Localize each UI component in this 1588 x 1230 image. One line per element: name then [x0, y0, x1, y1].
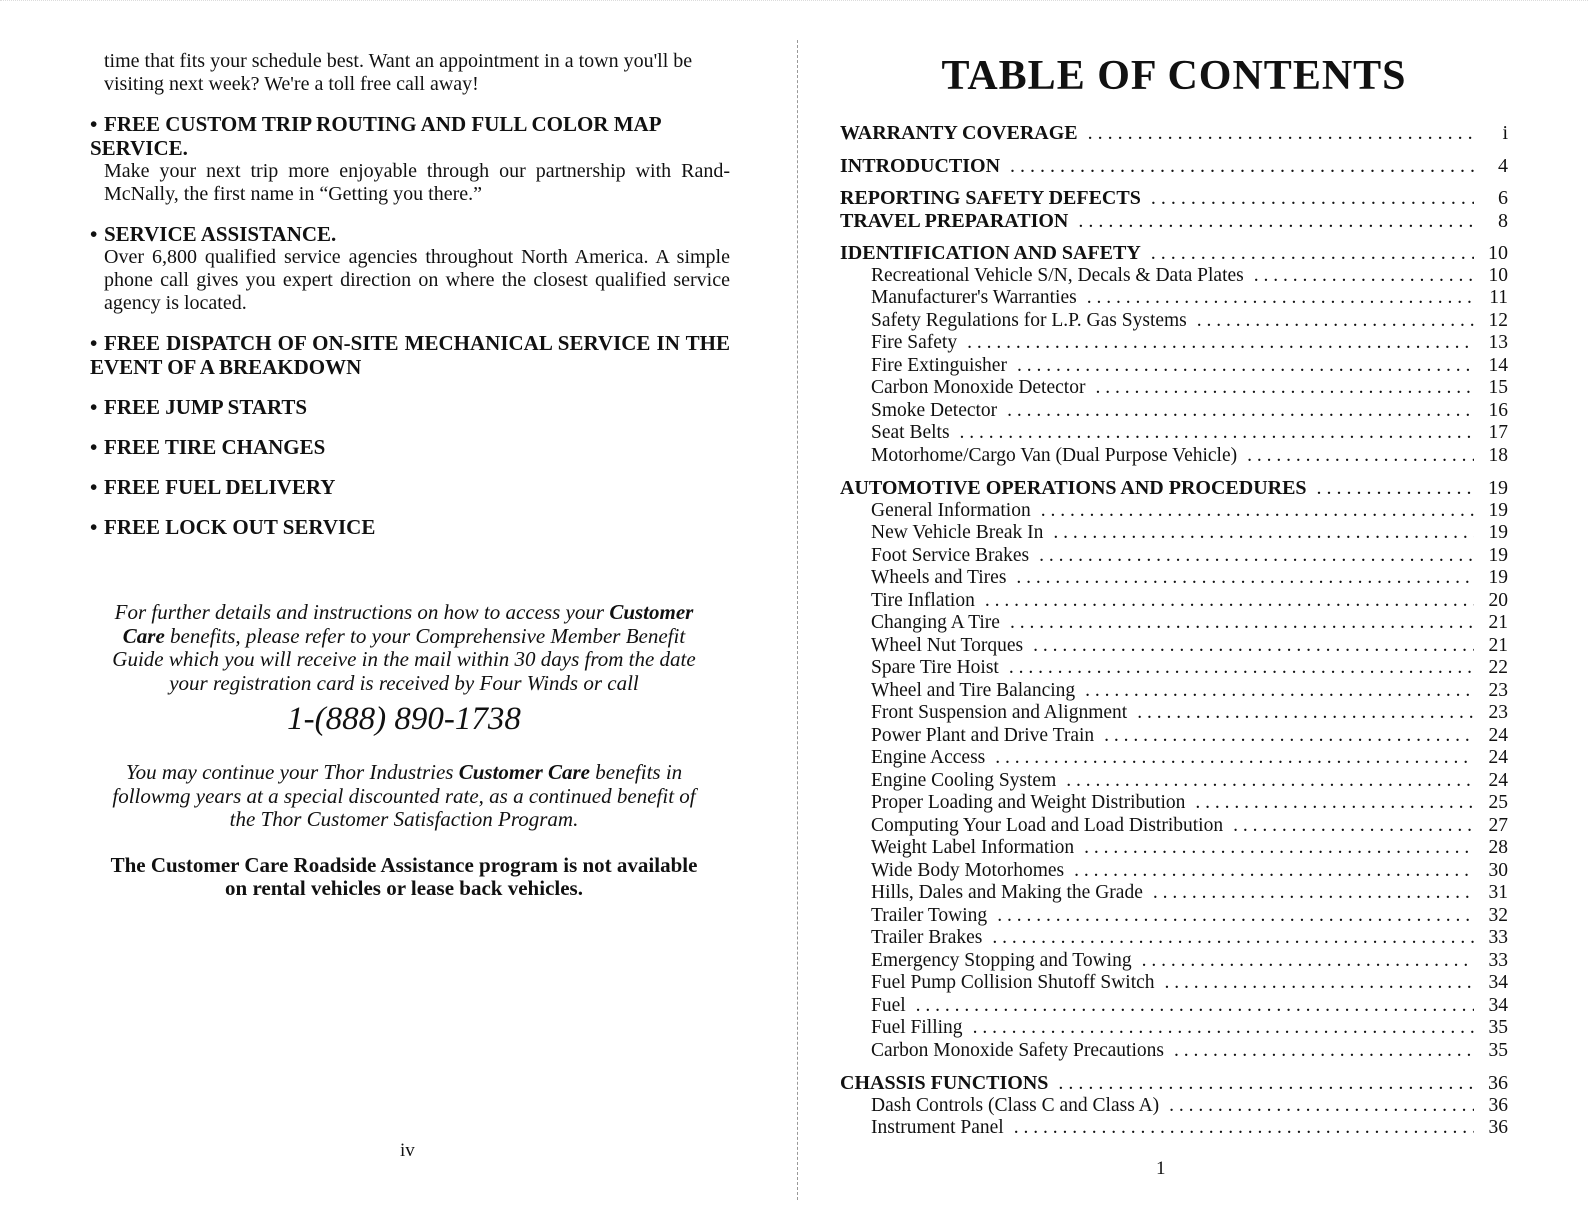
toc-leader-dots [1039, 545, 1474, 568]
toc-page-number: 34 [1488, 994, 1508, 1016]
toc-leader-dots [1153, 882, 1474, 905]
benefit-title-text: FREE LOCK OUT SERVICE [104, 515, 376, 539]
toc-entry-label: Fuel Filling [871, 1017, 963, 1038]
toc-leader-dots [1169, 1095, 1474, 1118]
toc-entry-label: Fire Safety [871, 332, 958, 353]
toc-page-number: 18 [1488, 444, 1508, 466]
toc-page-number: 10 [1488, 264, 1508, 286]
toc-section [840, 477, 1508, 1062]
toc-entry-label: Wheel Nut Torques [871, 634, 1024, 656]
toc-section [840, 1072, 1508, 1140]
toc-entry [840, 567, 1508, 590]
details-text-bold: Customer Care [122, 600, 694, 648]
toc-entry-label: Instrument Panel [871, 1117, 1004, 1138]
toc-leader-dots [1104, 725, 1474, 748]
toc-entry [840, 792, 1508, 815]
toc-leader-dots [1317, 477, 1474, 500]
toc-page-number: 8 [1498, 209, 1508, 232]
toc-leader-dots [967, 332, 1474, 355]
toc-entry [840, 725, 1508, 748]
toc-entry [840, 882, 1508, 905]
toc-entry [840, 355, 1508, 378]
toc-page-number: 36 [1488, 1117, 1508, 1138]
toc-entry [840, 702, 1508, 725]
toc-leader-dots [1197, 310, 1474, 333]
toc-page-number: i [1502, 122, 1508, 144]
toc-entry-label: Safety Regulations for L.P. Gas Systems [871, 309, 1187, 331]
toc-page-number: 22 [1488, 657, 1508, 678]
toc-page-number: 6 [1498, 187, 1508, 209]
toc-entry [840, 1117, 1508, 1140]
toc-entry [840, 770, 1508, 793]
toc-entry [840, 265, 1508, 288]
benefit-item [90, 222, 730, 315]
toc-leader-dots [960, 422, 1474, 445]
toc-leader-dots [1142, 950, 1474, 973]
toc-leader-dots [1007, 400, 1474, 423]
continue-text-part2: benefits in followmg years at a special discounted rate, as a continued benefit of the Thor Customer Satisfaction Program. [112, 760, 696, 831]
toc-entry-label: Power Plant and Drive Train [871, 724, 1095, 746]
toc-section [840, 187, 1508, 210]
toc-entry [840, 1017, 1508, 1040]
toc-page-number: 33 [1488, 949, 1508, 971]
toc-leader-dots [1165, 972, 1474, 995]
toc-page-number: 31 [1488, 882, 1508, 903]
benefit-title-text: FREE FUEL DELIVERY [104, 475, 336, 499]
toc-entry-label: Recreational Vehicle S/N, Decals & Data Plates [871, 264, 1244, 286]
toc-heading [840, 210, 1508, 233]
toc-entry [840, 657, 1508, 680]
toc-leader-dots [1074, 860, 1474, 883]
toc-page-number: 24 [1488, 769, 1508, 791]
intro-text: time that fits your schedule best. Want an appointment in a town you'll be visiting next week? We're a toll free call away! [104, 50, 693, 95]
benefit-title-text: FREE CUSTOM TRIP ROUTING AND FULL COLOR MAP SERVICE. [90, 112, 661, 160]
toc-leader-dots [916, 995, 1474, 1018]
toc-leader-dots [973, 1017, 1474, 1040]
toc-entry-label: Weight Label Information [871, 837, 1075, 858]
continue-text [104, 761, 704, 832]
toc-entry-label: Wheels and Tires [871, 567, 1007, 588]
toc-leader-dots [1078, 210, 1474, 233]
rental-note: The Customer Care Roadside Assistance program is not available on rental vehicles or lease back vehicles. [110, 852, 698, 900]
benefit-item [90, 331, 730, 379]
toc-entry [840, 522, 1508, 545]
toc-title: TABLE OF CONTENTS [941, 53, 1407, 99]
benefit-list [90, 112, 730, 539]
toc-leader-dots [1014, 1117, 1474, 1140]
toc-entry-label: Trailer Towing [871, 904, 988, 926]
toc-leader-dots [1254, 265, 1474, 288]
toc-page-number: 34 [1488, 972, 1508, 993]
toc-entry [840, 400, 1508, 423]
toc-entry [840, 1095, 1508, 1118]
benefit-title-text: FREE JUMP STARTS [104, 395, 308, 419]
benefit-title [90, 475, 730, 499]
benefit-description: Over 6,800 qualified service agencies throughout North America. A simple phone call gives you expert direction on where the closest qualified service agency is located. [104, 246, 730, 314]
toc-page-number: 4 [1498, 154, 1508, 177]
benefit-description: Make your next trip more enjoyable through our partnership with Rand-McNally, the first name in “Getting you there.” [104, 160, 730, 205]
toc-entry-label: Manufacturer's Warranties [871, 287, 1077, 308]
toc-leader-dots [1088, 122, 1474, 145]
toc-leader-dots [1058, 1072, 1474, 1095]
toc-page-number: 24 [1488, 747, 1508, 768]
toc-entry-label: Engine Access [871, 747, 986, 768]
toc-leader-dots [1174, 1040, 1474, 1063]
toc-heading-label: AUTOMOTIVE OPERATIONS AND PROCEDURES [840, 477, 1307, 499]
toc-page-number: 30 [1488, 859, 1508, 881]
toc-heading-label: IDENTIFICATION AND SAFETY [840, 242, 1141, 264]
bullet-icon: • [90, 475, 98, 499]
toc-page-number: 19 [1488, 522, 1508, 543]
bullet-icon: • [90, 112, 98, 136]
toc-page-number: 19 [1488, 544, 1508, 566]
toc-entry-label: Tire Inflation [871, 589, 975, 611]
benefit-title [90, 222, 730, 246]
toc-leader-dots [1016, 567, 1474, 590]
benefit-title [90, 515, 730, 539]
bullet-icon: • [90, 515, 98, 539]
toc-leader-dots [1033, 635, 1474, 658]
toc-heading [840, 477, 1508, 500]
benefit-item [90, 475, 730, 499]
toc-entry-label: Hills, Dales and Making the Grade [871, 882, 1143, 903]
toc-page-number: 19 [1488, 499, 1508, 521]
toc-entry [840, 950, 1508, 973]
toc-leader-dots [1195, 792, 1474, 815]
details-text [104, 601, 704, 695]
toc-leader-dots [1151, 187, 1474, 210]
toc-page-number: 33 [1488, 927, 1508, 948]
right-page-number: 1 [1156, 1158, 1166, 1179]
toc-entry [840, 635, 1508, 658]
toc-leader-dots [1066, 770, 1474, 793]
toc-entry-label: New Vehicle Break In [871, 522, 1044, 543]
toc-heading-label: WARRANTY COVERAGE [840, 122, 1078, 144]
toc-entry [840, 545, 1508, 568]
toc-entry [840, 680, 1508, 703]
toc-entry-label: Computing Your Load and Load Distribution [871, 814, 1224, 836]
benefit-item [90, 515, 730, 539]
toc-page-number: 21 [1488, 612, 1508, 633]
bullet-icon: • [90, 222, 98, 246]
benefit-title [90, 395, 730, 419]
toc-leader-dots [1010, 612, 1474, 635]
toc-page-number: 17 [1488, 422, 1508, 443]
toc-entry [840, 995, 1508, 1018]
toc-entry [840, 815, 1508, 838]
toc-leader-dots [1010, 155, 1474, 178]
toc-page-number: 12 [1488, 309, 1508, 331]
toc-entry-label: General Information [871, 499, 1031, 521]
toc-entry [840, 287, 1508, 310]
toc-page-number: 20 [1488, 589, 1508, 611]
toc-leader-dots [1095, 377, 1474, 400]
toc-page-number: 28 [1488, 837, 1508, 858]
toc-page-number: 36 [1488, 1094, 1508, 1116]
toc-leader-dots [985, 590, 1474, 613]
toc-page-number: 19 [1488, 567, 1508, 588]
toc-leader-dots [997, 905, 1474, 928]
toc-entry [840, 1040, 1508, 1063]
continue-text-part1: You may continue your Thor Industries [125, 760, 454, 784]
toc-entry [840, 500, 1508, 523]
toc-leader-dots [1151, 242, 1474, 265]
toc-leader-dots [1085, 680, 1474, 703]
toc-entry [840, 445, 1508, 468]
toc-page-number: 21 [1488, 634, 1508, 656]
toc-section [840, 210, 1508, 233]
toc-leader-dots [1009, 657, 1474, 680]
benefit-title-text: SERVICE ASSISTANCE. [104, 222, 337, 246]
toc-page-number: 19 [1488, 477, 1508, 499]
benefit-item [90, 435, 730, 459]
benefit-title [90, 112, 730, 160]
toc-page-number: 11 [1489, 287, 1508, 308]
toc-leader-dots [1087, 287, 1474, 310]
toc-entry-label: Proper Loading and Weight Distribution [871, 792, 1186, 813]
toc-page-number: 13 [1488, 332, 1508, 353]
toc-entry [840, 747, 1508, 770]
toc-entry-label: Carbon Monoxide Detector [871, 377, 1086, 398]
toc-leader-dots [992, 927, 1474, 950]
toc-heading-label: TRAVEL PREPARATION [840, 209, 1069, 232]
benefit-title [90, 435, 730, 459]
benefit-title-text: FREE TIRE CHANGES [104, 435, 326, 459]
toc-entry [840, 590, 1508, 613]
toc-heading-label: CHASSIS FUNCTIONS [840, 1072, 1049, 1094]
toc-entry-label: Engine Cooling System [871, 769, 1057, 791]
left-page [0, 0, 790, 1230]
toc-entry [840, 377, 1508, 400]
toc-entry [840, 927, 1508, 950]
toc-entry-label: Spare Tire Hoist [871, 657, 999, 678]
toc-section [840, 155, 1508, 178]
toc-leader-dots [1017, 355, 1474, 378]
toc-entry [840, 972, 1508, 995]
toc-entry-label: Wheel and Tire Balancing [871, 679, 1076, 701]
toc-leader-dots [1247, 445, 1474, 468]
toc-entry-label: Foot Service Brakes [871, 544, 1030, 566]
toc-entry-label: Fuel Pump Collision Shutoff Switch [871, 972, 1155, 993]
toc-entry-label: Dash Controls (Class C and Class A) [871, 1094, 1160, 1116]
toc-heading [840, 1072, 1508, 1095]
toc-leader-dots [1233, 815, 1474, 838]
toc-page-number: 27 [1488, 814, 1508, 836]
info-block [104, 601, 704, 901]
toc-leader-dots [995, 747, 1474, 770]
toc-page-number: 24 [1488, 724, 1508, 746]
page-divider [797, 40, 798, 1200]
right-page [810, 0, 1588, 1230]
toc-heading [840, 242, 1508, 265]
toc-page-number: 23 [1488, 702, 1508, 723]
toc-leader-dots [1084, 837, 1474, 860]
toc-heading-label: REPORTING SAFETY DEFECTS [840, 187, 1141, 209]
bullet-icon: • [90, 395, 98, 419]
phone-number: 1-(888) 890-1738 [287, 701, 521, 737]
toc-heading-label: INTRODUCTION [840, 154, 1001, 177]
toc-entry-label: Trailer Brakes [871, 927, 983, 948]
details-text-part1: For further details and instructions on how to access your [114, 600, 605, 624]
toc-heading [840, 187, 1508, 210]
toc-page-number: 35 [1488, 1039, 1508, 1061]
toc-entry [840, 422, 1508, 445]
left-page-number: iv [400, 1140, 415, 1161]
toc-page-number: 36 [1488, 1072, 1508, 1094]
table-of-contents [840, 122, 1508, 1140]
toc-entry [840, 612, 1508, 635]
benefit-item [90, 112, 730, 206]
toc-heading [840, 155, 1508, 178]
toc-section [840, 242, 1508, 467]
bullet-icon: • [90, 435, 98, 459]
toc-leader-dots [1053, 522, 1474, 545]
details-text-part2: benefits, please refer to your Comprehensive Member Benefit Guide which you will receive in the mail within 30 days from the date your registration card is received by Four Winds or call [112, 623, 696, 695]
toc-entry-label: Smoke Detector [871, 399, 998, 421]
toc-leader-dots [1137, 702, 1474, 725]
toc-entry [840, 837, 1508, 860]
toc-entry-label: Carbon Monoxide Safety Precautions [871, 1039, 1164, 1061]
toc-page-number: 25 [1488, 792, 1508, 813]
benefit-title-text: FREE DISPATCH OF ON-SITE MECHANICAL SERVICE IN THE EVENT OF A BREAKDOWN [90, 331, 730, 379]
toc-entry-label: Fire Extinguisher [871, 354, 1007, 376]
toc-page-number: 16 [1488, 399, 1508, 421]
toc-section [840, 122, 1508, 145]
toc-page-number: 14 [1488, 354, 1508, 376]
toc-entry [840, 332, 1508, 355]
continue-text-bold: Customer Care [458, 760, 591, 784]
benefit-title [90, 331, 730, 379]
toc-entry-label: Fuel [871, 994, 906, 1016]
toc-entry [840, 860, 1508, 883]
toc-entry-label: Emergency Stopping and Towing [871, 949, 1132, 971]
toc-entry-label: Seat Belts [871, 422, 950, 443]
toc-page-number: 23 [1488, 679, 1508, 701]
toc-entry-label: Wide Body Motorhomes [871, 859, 1065, 881]
toc-entry [840, 310, 1508, 333]
benefit-item [90, 395, 730, 419]
toc-entry-label: Changing A Tire [871, 612, 1000, 633]
toc-page-number: 32 [1488, 904, 1508, 926]
toc-leader-dots [1041, 500, 1474, 523]
bullet-icon: • [90, 331, 98, 355]
toc-page-number: 15 [1488, 377, 1508, 398]
toc-entry [840, 905, 1508, 928]
toc-page-number: 10 [1488, 242, 1508, 264]
toc-page-number: 35 [1488, 1017, 1508, 1038]
toc-entry-label: Motorhome/Cargo Van (Dual Purpose Vehicle) [871, 444, 1238, 466]
toc-heading [840, 122, 1508, 145]
toc-entry-label: Front Suspension and Alignment [871, 702, 1128, 723]
